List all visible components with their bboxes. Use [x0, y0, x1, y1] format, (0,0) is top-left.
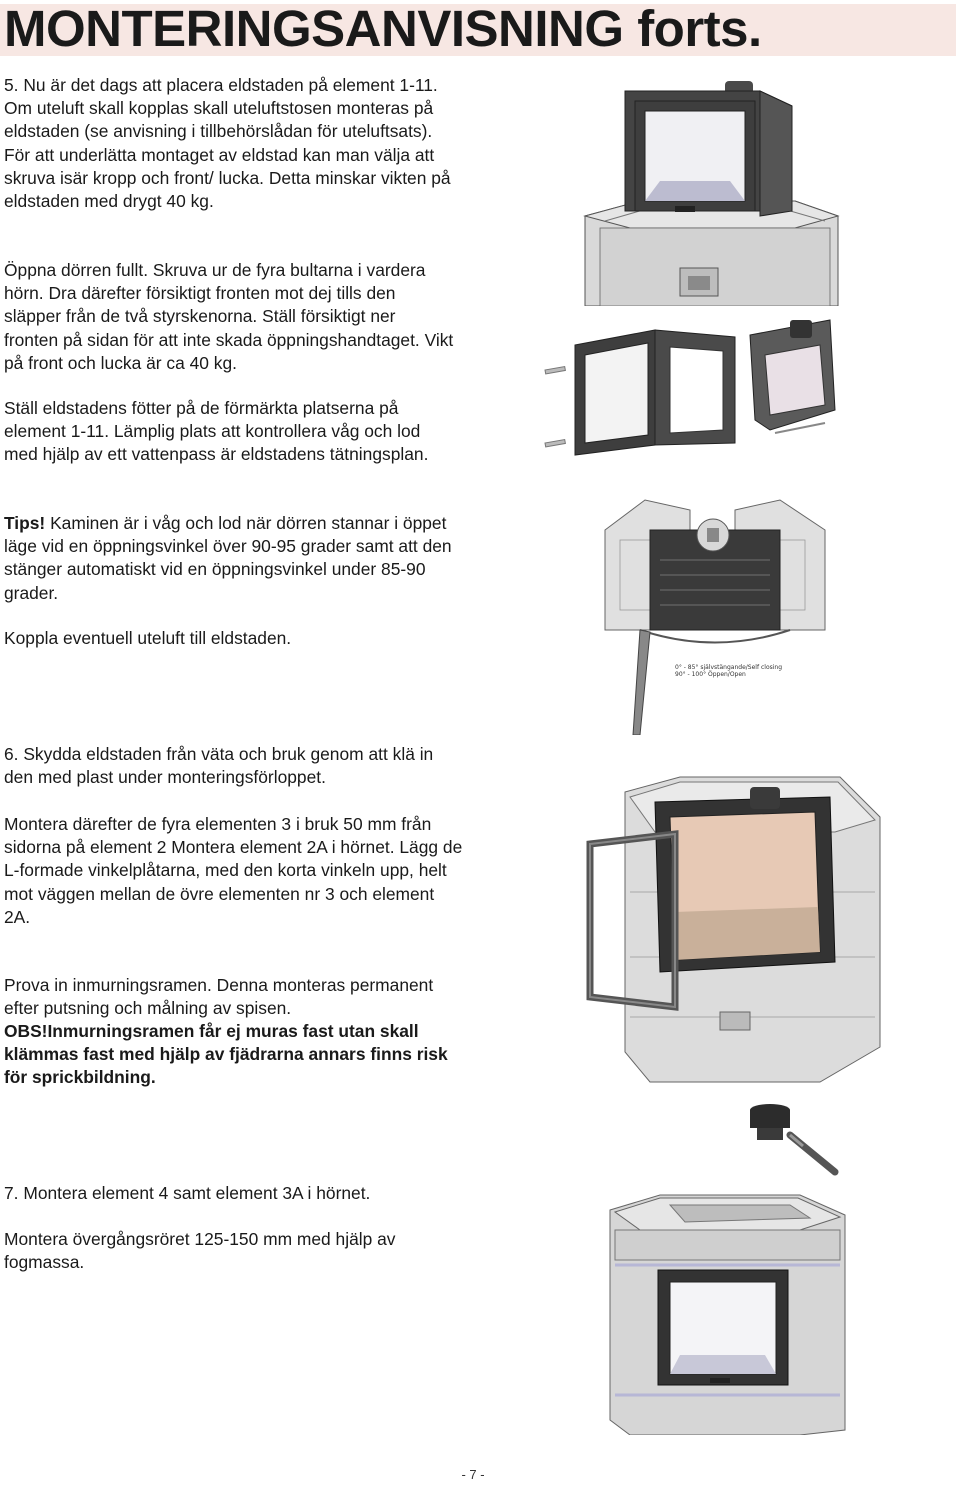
step5-paragraph-5: Koppla eventuell uteluft till eldstaden.	[4, 628, 292, 648]
step5-tips	[4, 512, 454, 605]
page-title: MONTERINGSANVISNING forts.	[4, 0, 762, 57]
figure-door-angle-topview	[600, 490, 830, 735]
door-angle-label-1: 0° - 85° självstängande/Self closing	[675, 664, 783, 671]
step6-paragraph-3: Prova in inmurningsramen. Denna monteras permanent efter putsning och målning av spisen.	[4, 975, 434, 1019]
figure-front-removed	[540, 315, 840, 465]
step7-paragraph-2: Montera övergångsröret 125-150 mm med hjälp av fogmassa.	[4, 1229, 396, 1273]
step7-paragraph-1: 7. Montera element 4 samt element 3A i hörnet.	[4, 1183, 371, 1203]
step5-paragraph-1: 5. Nu är det dags att placera eldstaden på element 1-11. Om uteluft skall kopplas skall uteluftstosen monteras på eldstaden (se anvisning i tillbehörslådan för uteluftsats). För att underlätta montaget av eldstad kan man välja att skruva isär kropp och front/ lucka. Detta minskar vikten på eldstaden med drygt 40 kg.	[4, 75, 451, 212]
door-angle-label-2: 90° - 100° Öppen/Open	[675, 671, 746, 678]
page-number: - 7 -	[461, 1467, 485, 1482]
figure-elements-assembled	[600, 1190, 850, 1435]
step5-paragraph-3: Ställ eldstadens fötter på de förmärkta platserna på element 1-11. Lämplig plats att kontrollera våg och lod med hjälp av ett vattenpass är eldstadens tätningsplan.	[4, 398, 429, 465]
figure-stove-on-base	[580, 76, 840, 306]
tips-label: Tips!	[4, 513, 46, 533]
step6-obs-warning: OBS!Inmurningsramen får ej muras fast utan skall klämmas fast med hjälp av fjädrarna annars finns risk för sprickbildning.	[4, 1021, 448, 1088]
step6-paragraph-2: Montera därefter de fyra elementen 3 i bruk 50 mm från sidorna på element 2 Montera element 2A i hörnet. Lägg de L-formade vinkelplåtarna, med den korta vinkeln upp, helt mot väggen mellan de övre elementen nr 3 och element 2A.	[4, 814, 463, 927]
step5-paragraph-2: Öppna dörren fullt. Skruva ur de fyra bultarna i vardera hörn. Dra därefter försiktigt fronten mot dej tills den släpper från de två styrskenorna. Ställ försiktigt ner fronten på sidan för att inte skada öppningshandtaget. Vikt på front och lucka är ca 40 kg.	[4, 260, 454, 373]
tips-text: Kaminen är i våg och lod när dörren stannar i öppet läge vid en öppningsvinkel över 90-95 grader samt att den stänger automatiskt vid en öppningsvinkel under 85-90 grader.	[4, 513, 452, 603]
figure-masonry-frame	[570, 772, 890, 1084]
step6-paragraph-1: 6. Skydda eldstaden från väta och bruk genom att klä in den med plast under monteringsförloppet.	[4, 744, 434, 788]
figure-transition-pipe	[745, 1100, 845, 1180]
